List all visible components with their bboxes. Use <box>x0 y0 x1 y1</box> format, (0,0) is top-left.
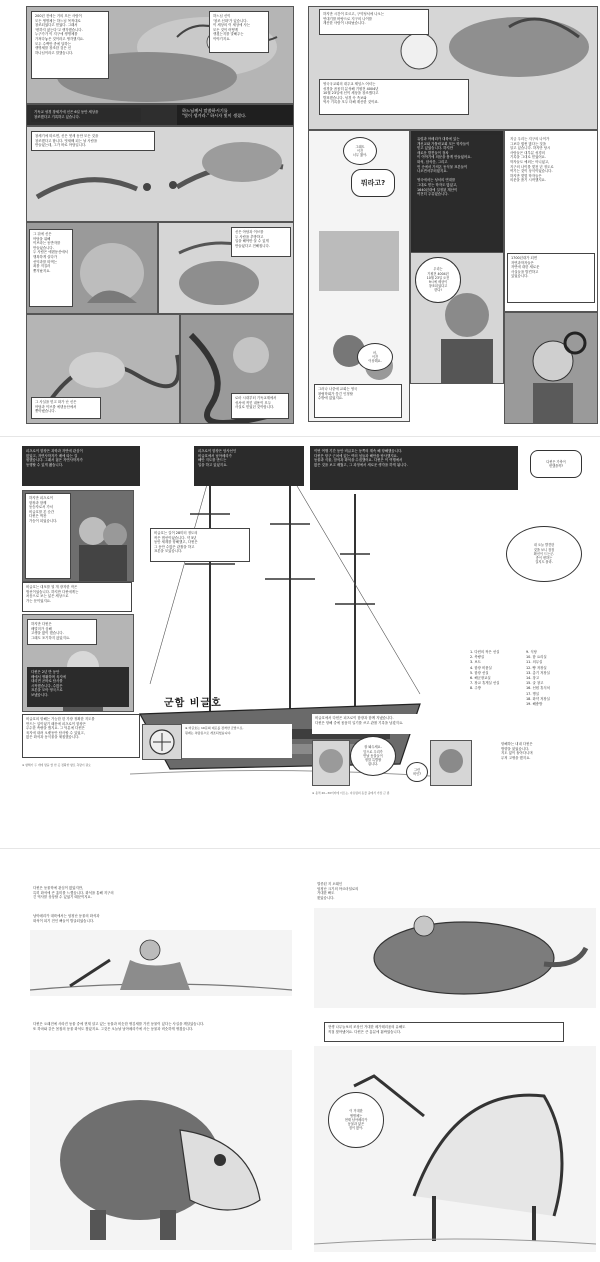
ship-title: 군함 비글호 <box>164 698 222 709</box>
legend-item: 15. 술 창고 <box>526 681 544 686</box>
legend-item: 3. 보트 <box>470 660 481 665</box>
caption-extinct-similar: 다윈은 오래전에 사라진 동물 중에 현재 살고 있는 동물과 비슷한 생김새를 가진 동물이 있다는 사실을 깨달았습니다. 또 하마와 같은 몸집의 동물 화석도 찾았지요. 그것은 오늘날 남아메리카에 사는 동물과 비슷하게 생겼습니다. <box>30 1020 292 1046</box>
caption-fossil-interest: 다윈은 동물학에 관심이 많았지만, 특히 화석에 큰 흥미를 느꼈습니다. 화석을 통해 지구의 긴 역사를 상상할 수 있었기 때문이지요. <box>30 884 270 904</box>
spread-fossils <box>0 858 600 1258</box>
caption-1700s: 1700년대가 되면 자연과학자들은 자연에 대한 새로운 사실들을 발견하고 있었습니다. <box>507 253 595 303</box>
spread-divider-2 <box>0 848 600 849</box>
caption-six-days: 창세기에 따르면, 신은 엿새 동안 모든 것을 창조했다고 합니다. 엿새째 되는 날 사람을 만들었는데, 그가 바로 아담입니다. <box>31 131 155 151</box>
caption-creation-myth: 하느님 신이 '청조 신화'가 있습니다. 이 세상의 이 세상에 사는 모든 것이 어떻게 생겼는지를 말해주는 이야기지요. <box>209 11 269 53</box>
caption-ussher-calc: 영국국교회의 대주교 제임스 어셔는 성경을 꼼꼼히 분석해 기원전 4004년 10월 23일에 신이 세상을 창조했다고 발표했습니다. 성경 속 족보와 역사 기록을 모두 더해 계산한 것이죠. <box>319 79 469 115</box>
caption-seasick: 하지만 다윈은 배멀미가 심해 고생을 많이 했습니다. 그래도 포기하지 않았지요. <box>27 619 97 645</box>
legend-item: 18. 화약 저장실 <box>526 696 550 701</box>
legend-item: 7. 장교 휴게실 선실 <box>470 681 500 686</box>
speech-bubble-4004bc: 우리는 기원전 4004년 10월 23일 오전 9시에 세상이 창조되었다고 한다! <box>415 257 461 303</box>
speech-bubble-giant-creature: 이 거대한 생명체는 현재 남아메리카 동물과 닮은 점이 많아. <box>328 1092 384 1148</box>
legend-item: 1. 다윈의 작은 선실 <box>470 650 500 654</box>
illustration-darwin-face <box>313 741 349 785</box>
panel-ussher-portrait <box>410 252 504 384</box>
caption-expedition-note: 다윈은 2년 반 동안 배에서 생활하며 육지에 내리면 곧바로 탐사를 시작했습니다. 수많은 표본을 모아 영국으로 보냈습니다. <box>27 667 129 707</box>
legend-item: 2. 측량실 <box>470 655 485 660</box>
compass-icon <box>143 725 181 759</box>
caption-eve-companion: 그 뒤에 신은 아담을 위해 이브라는 동반자를 만들었습니다. 두 사람은 에덴동산에서 행복하게 살다가 선악과를 따먹는 죄를 저질러 쫓겨났지요. <box>29 229 73 307</box>
caption-beagle-cannons: 비글호는 대포를 열 개 장착한 작은 범선이었습니다. 하지만 다윈에게는 처음으로 보는 넓은 세상으로 가는 문이었지요. <box>22 582 132 612</box>
caption-new-discoveries: 유럽과 아메리카 대륙에 있는 개신교와 가톨릭교회 모든 학자들이 믿고 있었습니다. 하지만 새로운 발견들이 점차 이 이야기에 의문을 품게 만들었어요. 화석, 암석층, 그리고 먼 곳에서 가져온 동식물 표본들이 나오면서부터였지요. 영국에서는 성서의 연대를 그대로 믿는 학자도 많았고, 1640년대에 설정된 계산이 여전히 주류였습니다. <box>414 135 500 347</box>
panel-compass <box>142 724 182 760</box>
legend-item: 12. 빵 저장실 <box>526 665 547 670</box>
legend-item: 6. 해군장교실 <box>470 676 491 681</box>
caption-age-of-earth: 하지만 시간이 흐르고, 구약성서에 나오는 연대기를 바탕으로 지구의 나이를 계산한 사람이 나타났습니다. <box>319 9 429 35</box>
panel-creation-of-adam <box>26 126 294 222</box>
legend-item: 4. 함장 비품실 <box>470 665 492 670</box>
caption-cast-out: 그 사실을 믿고 화가 난 신은 아담과 이브를 에덴동산에서 쫓아냈습니다. <box>31 397 101 419</box>
page-creation-right <box>304 0 600 430</box>
legend-item: 8. 주방 <box>470 686 481 691</box>
caption-voyage-summary: 이번 여행 기간 동안 비글호는 동쪽의 계속 해 항해했습니다. 다윈은 항구 근처에 있는 여러 섬들과 해안을 탐사했지요. 동물과 식물, 암석과 화석을 수집했어요. 다윈은 이 여행에서 많은 것을 보고 배웠고, 그 과정에서 새로운 생각을 하게 됩니다. <box>310 446 518 490</box>
caption-lost-direction: 항해하는 내내 다윈은 방향을 잃었습니다. 지도 없이 돌아다니며 무척 고생을 했지요. <box>498 740 582 774</box>
legend-item: 19. 해충방 <box>526 702 543 707</box>
speech-bubble-what: 뭐라고? <box>351 169 395 197</box>
caption-darwin-join: 하지만 피츠로이 함장과 함께 동승자로서 가서 비글호를 본 순간 다윈은 벅찬 가슴이 되었습니다. <box>25 493 71 579</box>
legend-item: 16. 선원 휴식처 <box>526 686 550 691</box>
legend-item: 11. 의무실 <box>526 660 543 665</box>
spread-beagle <box>0 444 600 844</box>
legend-item: 14. 창고 <box>526 676 540 681</box>
illustration-digging-fossil <box>30 930 292 996</box>
speech-bubble-really: 그런 비인? <box>406 762 428 782</box>
page-fossils-left <box>0 858 296 1258</box>
panel-glyptodon <box>314 908 596 1008</box>
speech-bubble-captain: 다윈은 가축이 변했을까? <box>530 450 582 478</box>
speech-bubble-too-short: 그래도 이건 너무 짧아. <box>343 137 377 165</box>
panel-quote-band <box>26 104 294 126</box>
speech-bubble-strange: 어, 이건 이상해요. <box>357 343 393 371</box>
footnote-left: ※ 항해가 두 개에 방을 할 한 곳 정확한 항로 측량이 필요 <box>22 763 91 767</box>
illustration-megatherium-skeleton <box>314 1046 596 1252</box>
speech-bubble-special-animals: 잘 봐두세요. 앞으로 우리가 만날 동물들이 정말 특별할 겁니다. <box>350 736 396 776</box>
legend-item: 17. 병실 <box>526 691 540 696</box>
footnote-right: ※ 용적 20~30미터에 이르는, 자유럽의 동물 중에서 가장 큰 종 <box>312 791 390 795</box>
caption-beagle-five-years: 비글호는 길이 28미터 정도의 작은 범선이었습니다. 약 5년 동안 세계를 항해했고, 다윈은 그 동안 수많은 관찰을 하고 표본을 모았습니다. <box>150 528 250 562</box>
caption-work-to-live: 신은 아담과 이브를 두 사람을 추방하고 일을 해야만 살 수 있게 만들었다고 전해집니다. <box>231 227 291 257</box>
panel-right-column <box>504 130 598 312</box>
page-fossils-right <box>304 858 600 1258</box>
caption-beagle-note: ※ 비글호는 10문의 대포를 장착한 군함으로, 원래는 측량용으로 개조되었습니다. <box>182 724 292 758</box>
caption-accurate-maps: 비글호의 항해는 가능한 한 가장 정확한 지도를 만드는 일이었기 때문에 피츠로이 함장은 무수한 측량을 했지요. 그 덕분에 다윈은 육지에 내려 오랫동안 탐사할 수 있었고, 많은 화석과 동식물을 채집했습니다. <box>22 714 140 758</box>
panel-god-clouds <box>26 6 294 104</box>
page-creation-left <box>0 0 296 430</box>
panel-adam-struggle <box>26 314 180 424</box>
caption-genesis: 기독교 성경 창세기에 신은 6일 동안 세상을 창조했다고 기록하고 있습니다. <box>31 108 141 122</box>
legend-item: 13. 총기 저장실 <box>526 670 550 675</box>
panel-darwin-fitzroy <box>22 490 134 582</box>
spread-creation <box>0 0 600 430</box>
ship-room-legend-2 <box>526 650 586 707</box>
illustration-scientist <box>505 313 597 423</box>
legend-item: 9. 식당 <box>526 650 537 654</box>
panel-darwin-face <box>312 740 350 786</box>
caption-roman-belief: 로마 시대부터 기독교계에서 성서에 적힌 내용이 모두 사실로 믿었던 것이랍니다. <box>231 393 289 419</box>
caption-armadillo: 멸종된 지 오래인 엄청난 크기의 아르마딜로의 거대한 뼈도 찾았습니다. <box>314 880 414 910</box>
panel-toxodon-skull <box>30 1050 292 1250</box>
panel-fitzroy-face <box>430 740 472 786</box>
panel-seasick <box>22 614 134 712</box>
panel-megatherium <box>314 1046 596 1252</box>
panel-scientist <box>504 312 598 424</box>
caption-fitzroy-interest: 피츠로이 함장은 과학과 자연에 관심이 많았고, 자연사학자가 배에 타는 걸 원했습니다. 그래서 젊은 자연사학자가 동행할 수 있게 됐습니다. <box>22 446 140 486</box>
speech-bubble-species-change: 내 오늘 발견한 것을 보니 점점 확신이 드는군. 종이 변하는 걸지도 몰라. <box>506 526 582 582</box>
caption-megatherium: 현생 나무늘보의 조상인 거대한 메가테리움의 유해도 직접 찾아냈어요. 다윈은 큰 흥분에 휩싸였습니다. <box>324 1022 564 1042</box>
caption-royal-society: 그러나 나중에 교회는 영국 왕립학회가 뭉긴 인정할 수밖에 없었지요. <box>314 384 402 418</box>
panel-expulsion <box>158 222 294 314</box>
illustration-toxodon-skull <box>30 1050 292 1250</box>
panel-serpent <box>180 314 294 424</box>
quote-let-there-be-light: 하느님께서 말씀하시기를 "빛이 생겨라." 하시자 빛이 생겼다. <box>177 105 293 125</box>
illustration-glyptodon <box>314 908 596 1008</box>
legend-item: 10. 함 요리실 <box>526 655 547 660</box>
legend-item: 5. 함장 선실 <box>470 670 489 675</box>
panel-scholars <box>308 130 410 422</box>
caption-earth-older: 지금 우리는 지구의 나이가 그보다 훨씬 많다는 것을 알고 있습니다. 하지만 당시 사람들은 대부분 성경의 기록을 그대로 믿었어요. 학자들도 예외는 아니었고, 지구의 나이를 몇천 년 정도로 여기는 것이 상식이었습니다. 하지만 몇몇 학자들은 의문을 품기 시작했지요. <box>507 135 595 255</box>
ship-room-legend <box>470 650 522 692</box>
panel-heavens <box>308 6 598 130</box>
panel-eve <box>26 222 158 314</box>
caption-intro: 200년 전에는 거의 모든 사람이 모든 생명체는 하느님 목적대로 창조되었다고 믿었다. 그래서 '변하지 않는다'고 생각했습니다. 누구가가 이 지구에 생명체를 가져다놓은 것이라고 생각했지요. 모두 수백만 종에 달하는 생명체를 창조한 것은 신 하나님이라고 말했습니다. <box>31 11 109 79</box>
caption-fitzroy-survey: 피츠로이 함장은 탐사선인 비글호에서 남아메리카 해안 지도를 만드는 일을 하고 있었지요. <box>194 446 304 486</box>
caption-darwin-fitzroy-cabin: 비글호에서 다윈은 피츠로이 함장과 함께 지냈습니다. 다윈은 항해 중에 꼼꼼히 일기를 쓰고 관찰 기록을 남겼지요. <box>312 714 462 734</box>
spread-divider-1 <box>0 436 600 437</box>
caption-south-america-fossils: 남아메리카 대륙에서는 엄청난 동물의 화석과 화석이 되기 전인 뼈들이 발굴되었습니다. <box>30 912 230 926</box>
illustration-fitzroy-face <box>431 741 471 785</box>
panel-digging-fossil <box>30 930 292 996</box>
